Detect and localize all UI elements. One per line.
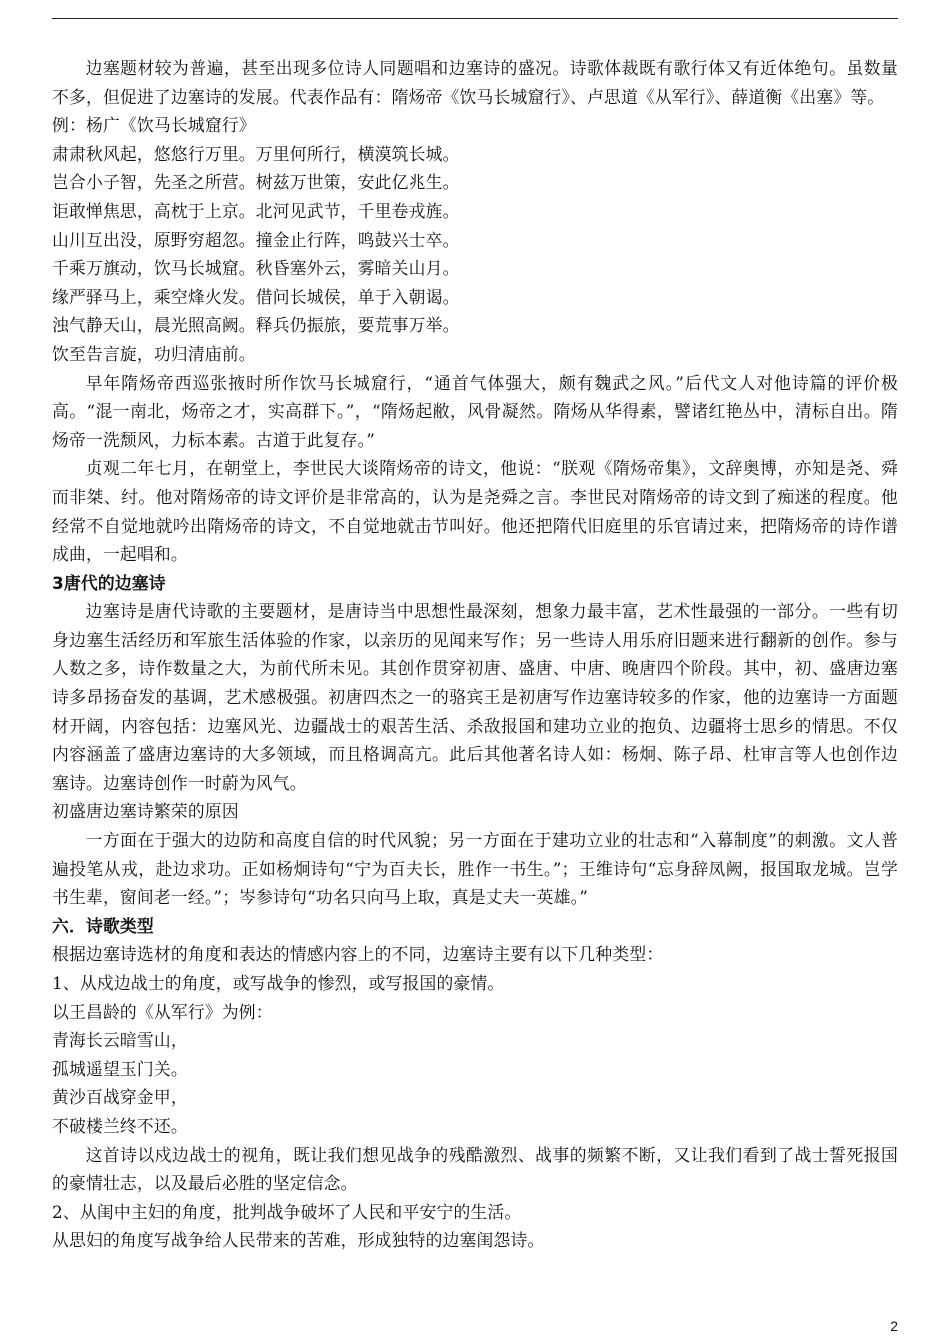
- poem-line: 讵敢惮焦思，高枕于上京。北河见武节，千里卷戎旌。: [52, 200, 460, 221]
- poem-title: 例：杨广《饮马长城窟行》: [52, 115, 256, 136]
- section-heading-types: 六．诗歌类型: [52, 915, 154, 936]
- section-heading-tang: 3唐代的边塞诗: [52, 572, 166, 593]
- poem-line: 缘严驿马上，乘空烽火发。借问长城侯，单于入朝谒。: [52, 286, 460, 307]
- poem-line: 不破楼兰终不还。: [52, 1115, 188, 1136]
- header-rule: [52, 18, 898, 19]
- poem-line: 孤城遥望玉门关。: [52, 1058, 188, 1079]
- paragraph-analysis: 这首诗以戍边战士的视角，既让我们想见战争的残酷激烈、战事的频繁不断，又让我们看到了战士誓死报国的豪情壮志，以及最后必胜的坚定信念。: [52, 1144, 898, 1194]
- subheading-reasons: 初盛唐边塞诗繁荣的原因: [52, 801, 239, 822]
- list-item-type-2: 2、从闺中主妇的角度，批判战争破坏了人民和平安宁的生活。: [52, 1201, 522, 1222]
- paragraph-types-intro: 根据边塞诗选材的角度和表达的情感内容上的不同，边塞诗主要有以下几种类型：: [52, 944, 664, 965]
- paragraph-zhenguan: 贞观二年七月，在朝堂上，李世民大谈隋炀帝的诗文，他说：“朕观《隋炀帝集》，文辞奥博，亦知是尧、舜而非桀、纣。他对隋炀帝的诗文评价是非常高的，认为是尧舜之言。李世民对隋炀帝的诗文到了痴迷的程度。他经常不自觉地就吟出隋炀帝的诗文，不自觉地就击节叫好。他还把隋代旧庭里的乐官请过来，把隋炀帝的诗作谱成曲，一起唱和。: [52, 458, 898, 565]
- page-number: 2: [890, 1318, 898, 1334]
- poem-line: 饮至告言旋，功归清庙前。: [52, 343, 256, 364]
- paragraph-tang: 边塞诗是唐代诗歌的主要题材，是唐诗当中思想性最深刻，想象力最丰富，艺术性最强的一部分。一些有切身边塞生活经历和军旅生活体验的作家，以亲历的见闻来写作；另一些诗人用乐府旧题来进行翻新的创作。参与人数之多，诗作数量之大，为前代所未见。其创作贯穿初唐、盛唐、中唐、晚唐四个阶段。其中，初、盛唐边塞诗多昂扬奋发的基调，艺术感极强。初唐四杰之一的骆宾王是初唐写作边塞诗较多的作家，他的边塞诗一方面题材开阔，内容包括：边塞风光、边疆战士的艰苦生活、杀敌报国和建功立业的抱负、边疆将士思乡的情思。不仅内容涵盖了盛唐边塞诗的大多领域，而且格调高亢。此后其他著名诗人如：杨炯、陈子昂、杜审言等人也创作边塞诗。边塞诗创作一时蔚为风气。: [52, 601, 898, 793]
- paragraph-intro: 边塞题材较为普遍，甚至出现多位诗人同题唱和边塞诗的盛况。诗歌体裁既有歌行体又有近体绝句。虽数量不多，但促进了边塞诗的发展。代表作品有：隋炀帝《饮马长城窟行》、卢思道《从军行》、薛道衡《出塞》等。: [52, 58, 898, 107]
- list-item-type-1: 1、从戍边战士的角度，或写战争的惨烈，或写报国的豪情。: [52, 973, 505, 993]
- poem-line: 肃肃秋风起，悠悠行万里。万里何所行，横漠筑长城。: [52, 143, 460, 164]
- paragraph-type-2-desc: 从思妇的角度写战争给人民带来的苦难，形成独特的边塞闺怨诗。: [52, 1230, 545, 1251]
- paragraph-reasons: 一方面在于强大的边防和高度自信的时代风貌；另一方面在于建功立业的壮志和“入幕制度”的刺激。文人普遍投笔从戎，赴边求功。正如杨炯诗句“宁为百夫长，胜作一书生。”；王维诗句“忘身辞凤阙，报国取龙城。岂学书生辈，窗间老一经。”；岑参诗句“功名只向马上取，真是丈夫一英雄。”: [52, 830, 898, 908]
- poem-line: 岂合小子智，先圣之所营。树兹万世策，安此亿兆生。: [52, 172, 460, 193]
- poem-line: 山川互出没，原野穷超忽。撞金止行阵，鸣鼓兴士卒。: [52, 229, 460, 250]
- example-intro: 以王昌龄的《从军行》为例：: [52, 1001, 273, 1022]
- poem-line: 浊气静天山，晨光照高阙。释兵仍振旅，要荒事万举。: [52, 315, 460, 336]
- paragraph-commentary: 早年隋炀帝西巡张掖时所作饮马长城窟行，“通首气体强大，颇有魏武之风。”后代文人对他诗篇的评价极高。“混一南北，炀帝之才，实高群下。”，“隋炀起敝，风骨凝然。隋炀从华得素，譬诸红艳丛中，清标自出。隋炀帝一洗颓风，力标本素。古道于此复存。”: [52, 372, 898, 450]
- poem-line: 青海长云暗雪山，: [52, 1030, 188, 1051]
- poem-line: 黄沙百战穿金甲，: [52, 1087, 188, 1108]
- document-body: [52, 54, 898, 1255]
- poem-line: 千乘万旗动，饮马长城窟。秋昏塞外云，雾暗关山月。: [52, 258, 460, 279]
